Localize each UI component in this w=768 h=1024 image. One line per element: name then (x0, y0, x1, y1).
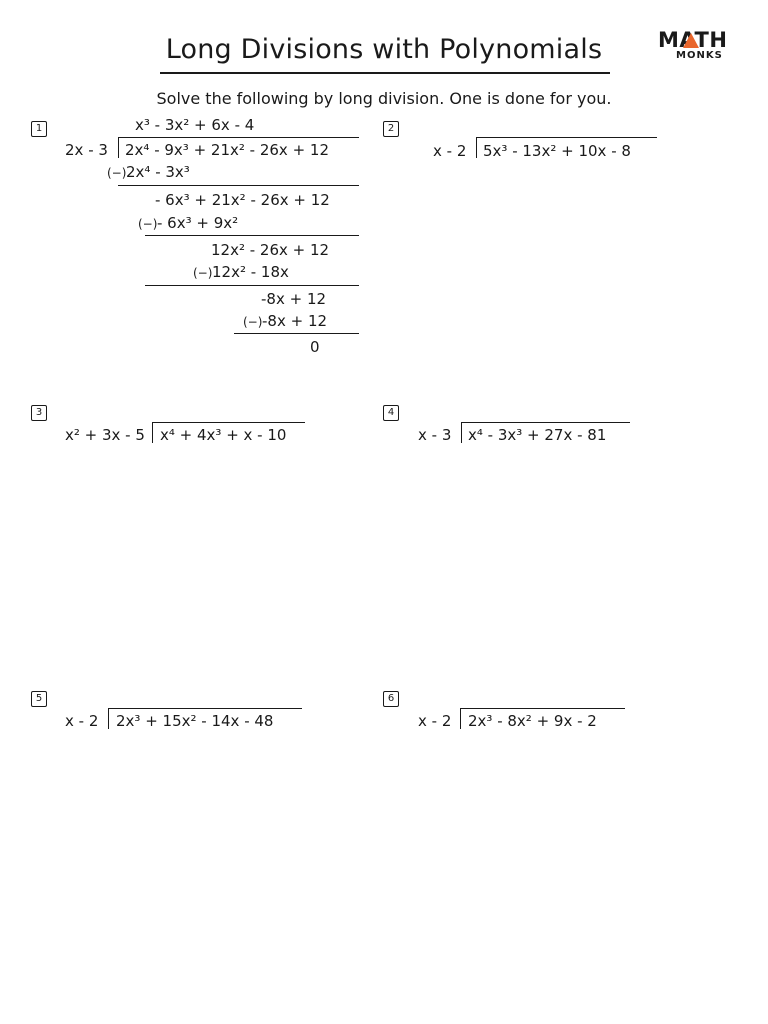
problem-number: 2 (383, 121, 399, 137)
final-remainder: 0 (310, 338, 320, 356)
problem-number: 4 (383, 405, 399, 421)
quotient: x³ - 3x² + 6x - 4 (135, 116, 255, 134)
logo-triangle-icon (683, 33, 699, 48)
page-title: Long Divisions with Polynomials (165, 34, 603, 65)
division-bracket (476, 137, 477, 158)
step-rule (118, 185, 359, 186)
remainder-line: - 6x³ + 21x² - 26x + 12 (155, 191, 330, 209)
title-underline (160, 72, 610, 74)
divisor: 2x - 3 (65, 141, 108, 159)
problem-number: 1 (31, 121, 47, 137)
subtract-line: 2x⁴ - 3x³ (126, 163, 190, 181)
remainder-line: -8x + 12 (261, 290, 327, 308)
division-bar (118, 137, 359, 138)
division-bracket (460, 708, 461, 729)
subtract-sign: (−) (243, 315, 263, 329)
dividend: 2x⁴ - 9x³ + 21x² - 26x + 12 (125, 141, 330, 159)
division-bar (461, 422, 630, 423)
divisor: x - 3 (418, 426, 452, 444)
subtract-line: - 6x³ + 9x² (157, 214, 239, 232)
divisor: x - 2 (433, 142, 467, 160)
division-bar (108, 708, 302, 709)
division-bracket (108, 708, 109, 729)
dividend: 2x³ - 8x² + 9x - 2 (468, 712, 597, 730)
problem-number: 6 (383, 691, 399, 707)
divisor: x - 2 (418, 712, 452, 730)
problem-number: 5 (31, 691, 47, 707)
divisor: x - 2 (65, 712, 99, 730)
division-bar (476, 137, 657, 138)
step-rule (234, 333, 359, 334)
step-rule (145, 285, 359, 286)
division-bracket (152, 422, 153, 443)
dividend: x⁴ - 3x³ + 27x - 81 (468, 426, 607, 444)
division-bracket (461, 422, 462, 443)
logo-wordmark-bottom: MONKS (676, 50, 723, 61)
subtract-line: 12x² - 18x (212, 263, 289, 281)
instructions: Solve the following by long division. One is done for you. (156, 89, 612, 108)
division-bar (152, 422, 305, 423)
dividend: 2x³ + 15x² - 14x - 48 (116, 712, 274, 730)
logo-wordmark-top: MATH (658, 28, 728, 52)
division-bracket (118, 137, 119, 158)
divisor: x² + 3x - 5 (65, 426, 145, 444)
remainder-line: 12x² - 26x + 12 (211, 241, 330, 259)
dividend: 5x³ - 13x² + 10x - 8 (483, 142, 631, 160)
subtract-sign: (−) (107, 166, 127, 180)
subtract-line: -8x + 12 (262, 312, 328, 330)
subtract-sign: (−) (193, 266, 213, 280)
problem-number: 3 (31, 405, 47, 421)
step-rule (145, 235, 359, 236)
division-bar (460, 708, 625, 709)
dividend: x⁴ + 4x³ + x - 10 (160, 426, 287, 444)
subtract-sign: (−) (138, 217, 158, 231)
